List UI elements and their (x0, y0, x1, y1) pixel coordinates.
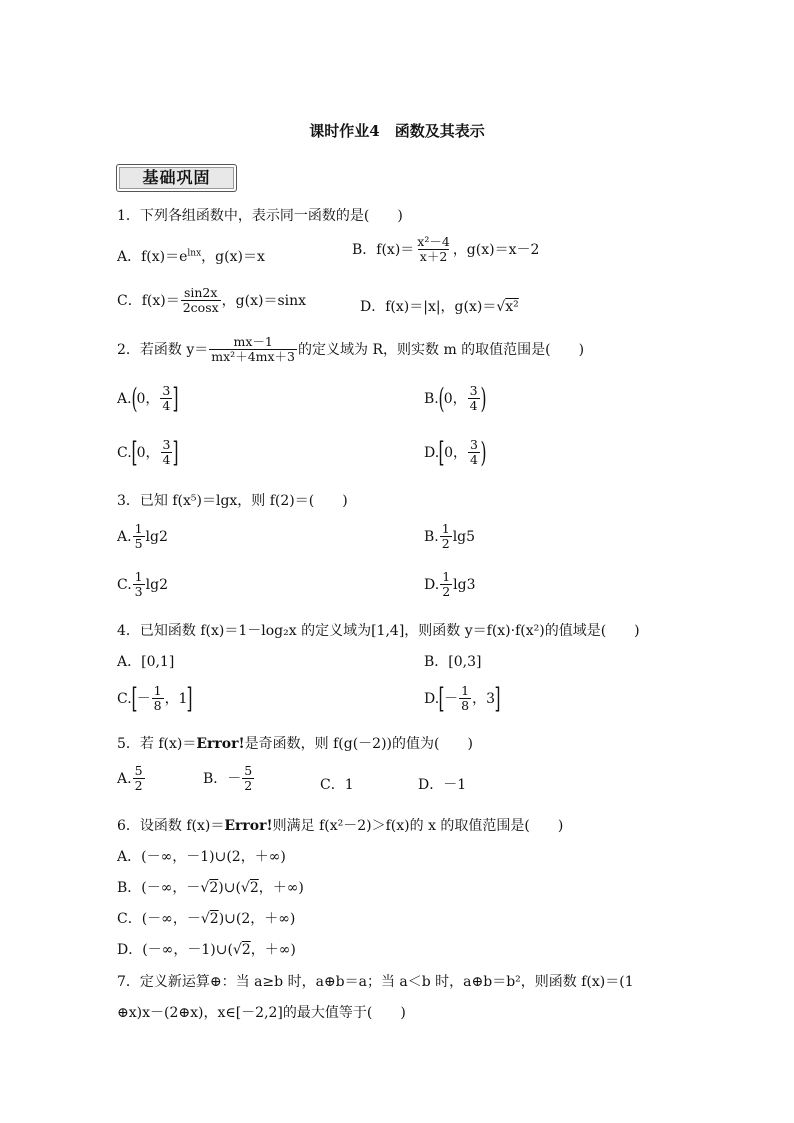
q3-option-d: D. $\frac{1}{2}$ lg3 (424, 569, 476, 600)
q3-option-c: C. $\frac{1}{3}$ lg2 (117, 569, 168, 600)
q1-option-b: B．f(x)＝ $\frac{\text{x²－4}}{x+2}$ ，g(x)＝x－2 (352, 234, 540, 265)
q3-option-b: B. $\frac{1}{2}$ lg5 (424, 521, 476, 552)
q5-option-b: B．－ $\frac{5}{2}$ (203, 763, 253, 794)
q3-option-a: A. $\frac{1}{5}$ lg2 (117, 521, 168, 552)
q4-option-b: B．[0,3] (424, 654, 482, 670)
q1-option-a: A．$f(x)=e^{lnx}$，g(x)＝x (117, 248, 265, 265)
q2-option-b: B.(0， $\frac{3}{4}$ ) (424, 381, 487, 415)
q4-option-d: D.[－ $\frac{1}{8}$ ，3] (424, 681, 501, 715)
question-6-stem: 6．设函数 f(x)＝Error!则满足 f(x²－2)＞f(x)的 x 的取值范围是( ) (117, 818, 564, 834)
question-1-stem: 1．下列各组函数中，表示同一函数的是( ) (117, 208, 403, 224)
q6-option-c: C．(－∞，－√2)∪(2，＋∞) (117, 911, 296, 927)
q5-option-d: D．－1 (418, 777, 467, 793)
question-5-stem: 5．若 f(x)＝Error!是奇函数，则 f(g(－2))的值为( ) (117, 736, 473, 752)
page-title: 课时作业4 函数及其表示 (309, 122, 485, 140)
question-3-stem: 3．已知 f(x⁵)＝lgx，则 f(2)＝( ) (117, 493, 348, 509)
q4-option-c: C.[－ $\frac{1}{8}$ ，1] (117, 681, 193, 715)
q2-option-a: A.(0， $\frac{3}{4}$ ] (117, 381, 179, 415)
q1-option-d: D．f(x)＝|x|，g(x)＝√x² (360, 299, 519, 315)
question-7-line-1: 7．定义新运算⊕：当 a≥b 时，a⊕b＝a；当 a＜b 时，a⊕b＝b²，则函数 f(x)＝(1 (117, 974, 634, 990)
q2-option-c: C.[0， $\frac{3}{4}$ ] (117, 435, 179, 469)
section-badge: 基础巩固 (116, 164, 237, 192)
q6-option-b: B．(－∞，－√2)∪(√2，＋∞) (117, 880, 304, 896)
q2-option-d: D.[0， $\frac{3}{4}$ ) (424, 435, 487, 469)
question-7-line-2: ⊕x)x－(2⊕x)，x∈[－2,2]的最大值等于( ) (117, 1005, 406, 1021)
q5-option-c: C．1 (320, 777, 354, 793)
question-4-stem: 4．已知函数 f(x)＝1－log₂x 的定义域为[1,4]，则函数 y＝f(x)·f(x²)的值域是( ) (117, 623, 640, 639)
question-2-stem: 2．若函数 y＝ $\frac{mx-1}{\text{mx²＋4mx＋3}}$ 的定义域为 R，则实数 m 的取值范围是( ) (117, 334, 585, 365)
q1-option-c: C．f(x)＝ $\frac{\sin 2x}{2\cos x}$ ，g(x)＝sinx (117, 285, 307, 316)
q4-option-a: A．[0,1] (117, 654, 175, 670)
q6-option-d: D．(－∞，－1)∪(√2，＋∞) (117, 942, 296, 958)
q5-option-a: A. $\frac{5}{2}$ (117, 763, 143, 794)
q6-option-a: A．(－∞，－1)∪(2，＋∞) (117, 849, 286, 865)
